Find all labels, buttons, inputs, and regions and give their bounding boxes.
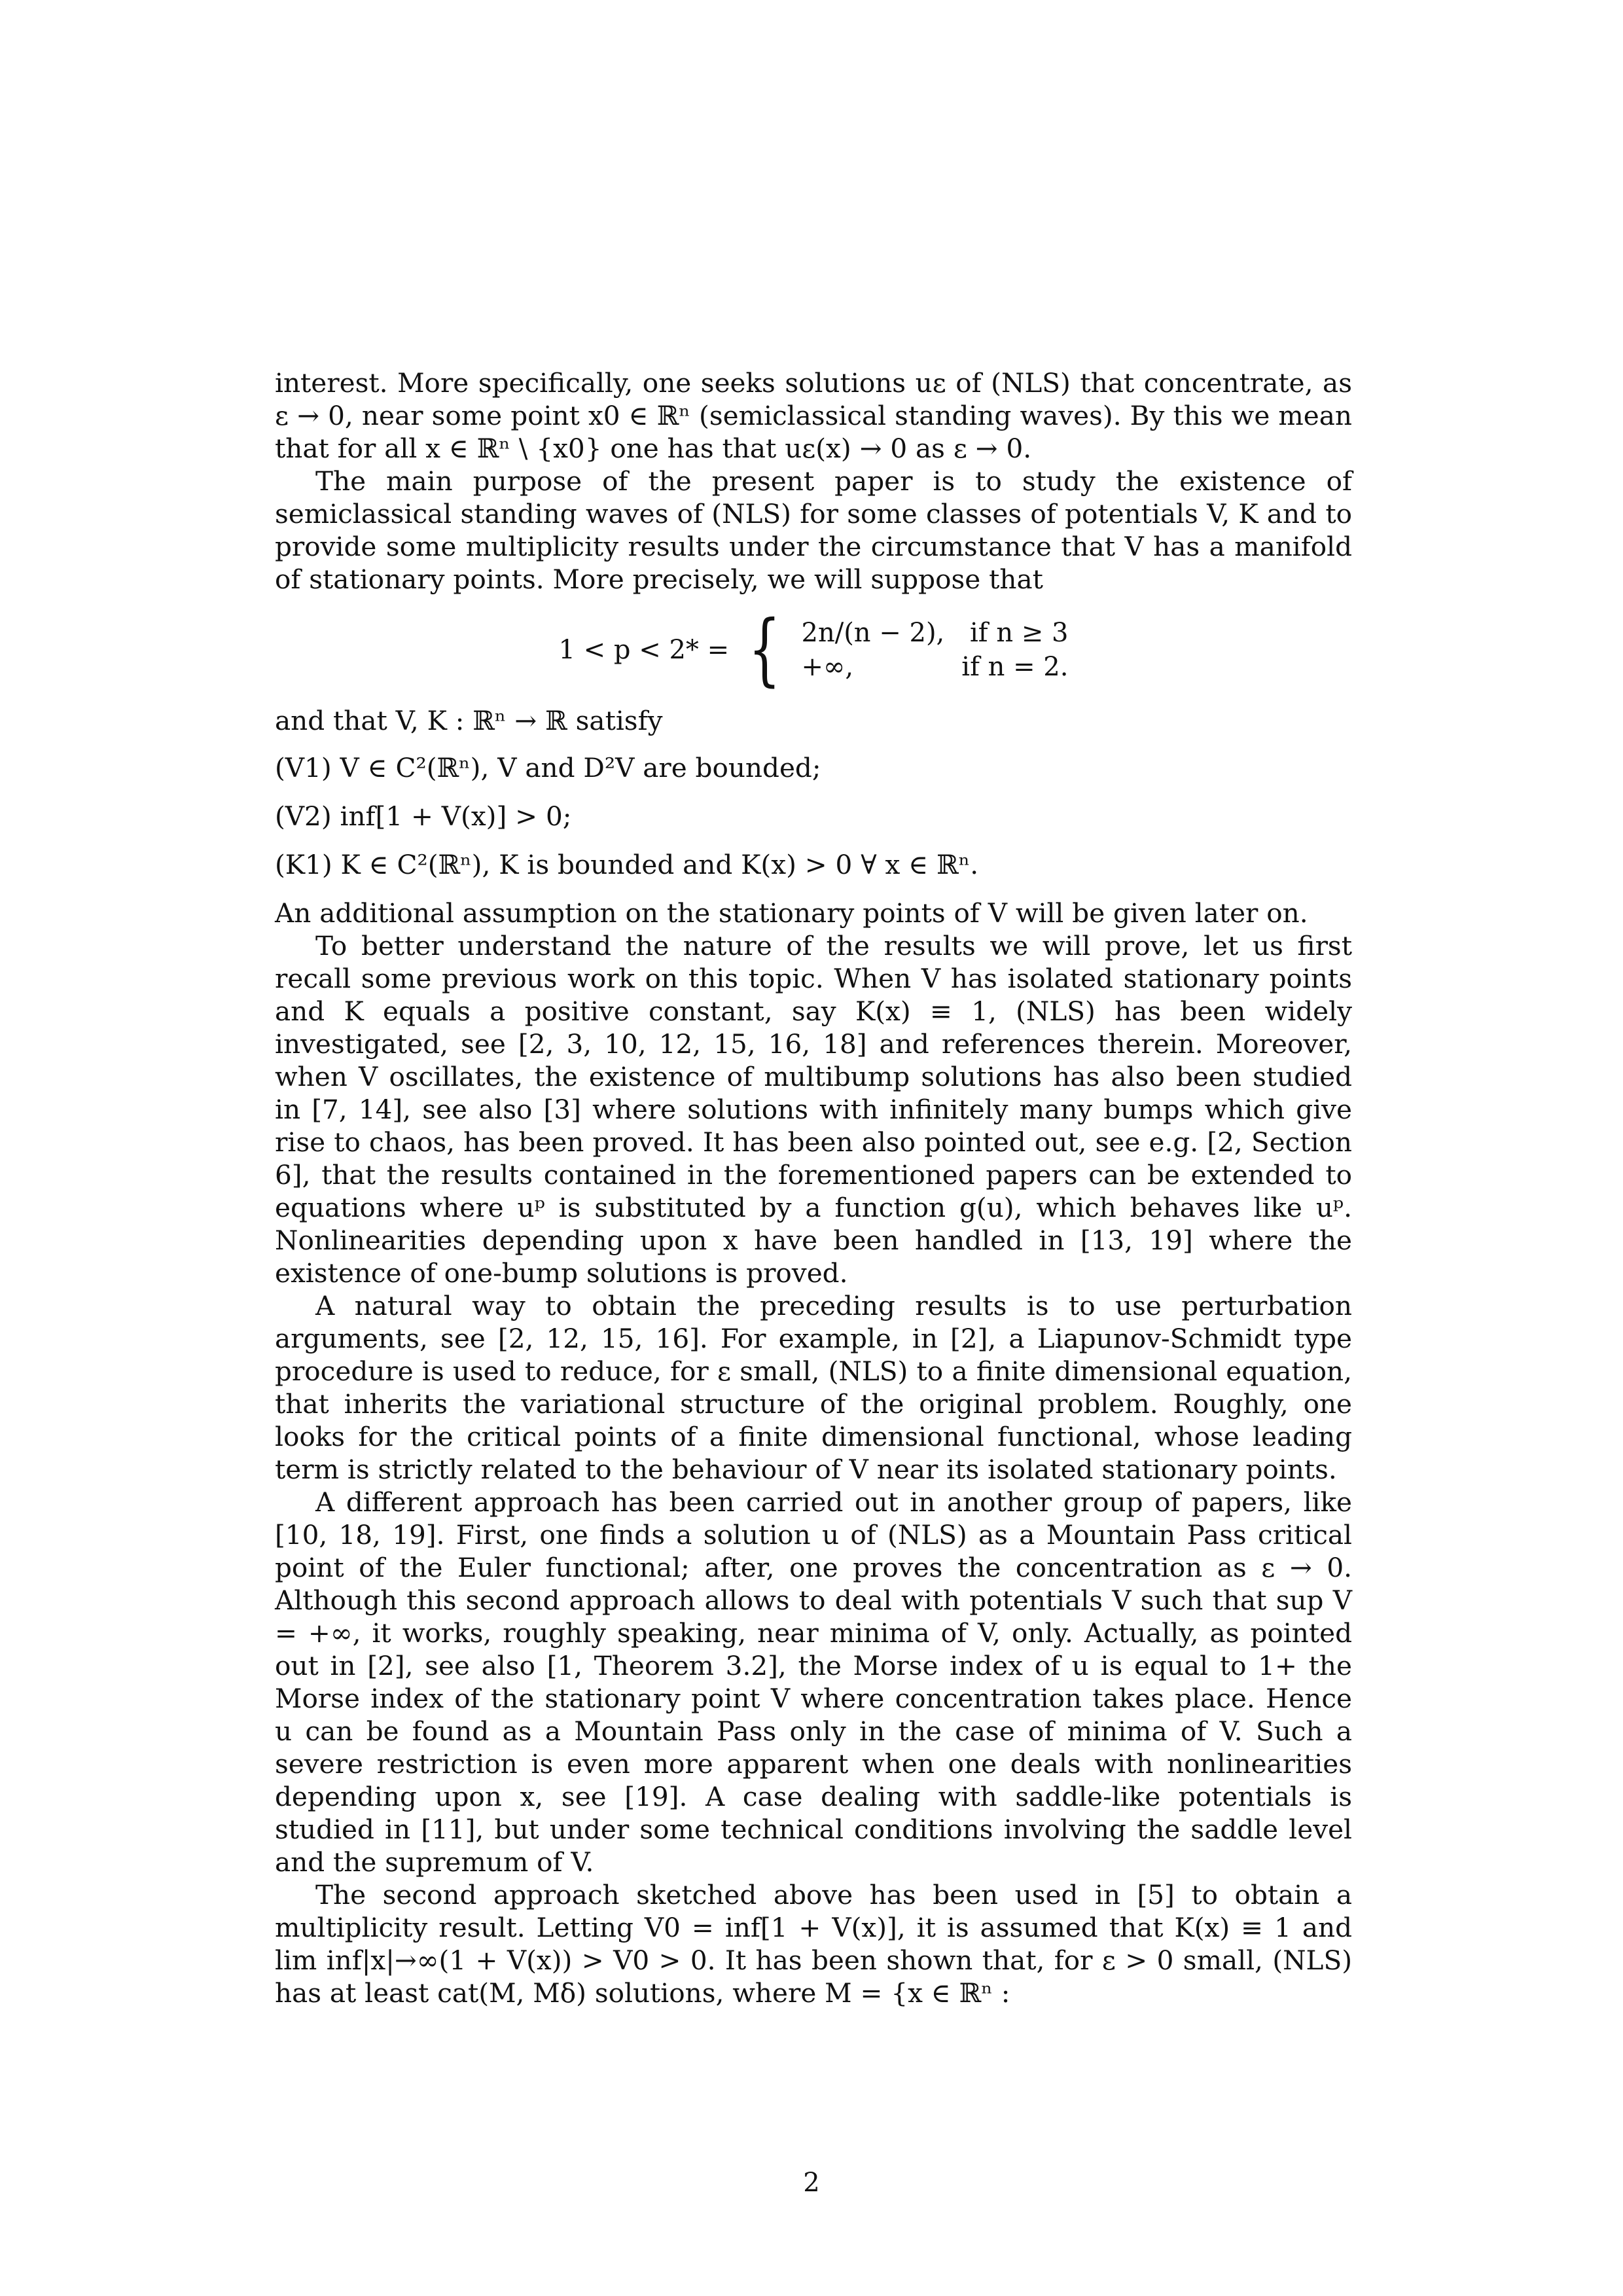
condition-v1: (V1) V ∈ C²(ℝⁿ), V and D²V are bounded; — [275, 752, 821, 783]
equation-cases — [802, 617, 1069, 683]
paragraph: interest. More specifically, one seeks solutions uε of (NLS) that concentrate, as ε → 0, near some point x0 ∈ ℝⁿ (semiclassical standing waves). By this we mean that for all x ∈ ℝⁿ \ {x0} one has that uε(x) → 0 as ε → 0. — [275, 367, 1352, 464]
case-condition: if n ≥ 3 — [970, 618, 1069, 648]
case-value: 2n/(n − 2), — [801, 618, 945, 648]
display-equation — [275, 604, 1352, 695]
condition-v2: (V2) inf[1 + V(x)] > 0; — [275, 800, 572, 832]
condition-k1: (K1) K ∈ C²(ℝⁿ), K is bounded and K(x) > 0 ∀ x ∈ ℝⁿ. — [275, 849, 979, 880]
left-brace: { — [748, 604, 781, 695]
paragraph: A different approach has been carried out in another group of papers, like [10, 18, 19]. First, one finds a solution u of (NLS) as a Mountain Pass critical point of the Euler functional; after, one proves the concentration as ε → 0. Although this second approach allows to deal with potentials V such that sup V = +∞, it works, roughly speaking, near minima of V, only. Actually, as pointed out in [2], see also [1, Theorem 3.2], the Morse index of u is equal to 1+ the Morse index of the stationary point V where concentration takes place. Hence u can be found as a Mountain Pass only in the case of minima of V. Such a severe restriction is even more apparent when one deals with nonlinearities depending upon x, see [19]. A case dealing with saddle-like potentials is studied in [11], but under some technical conditions involving the saddle level and the supremum of V. — [275, 1486, 1352, 1878]
paragraph: The main purpose of the present paper is to study the existence of semiclassical standing waves of (NLS) for some classes of potentials V, K and to provide some multiplicity results under the circumstance that V has a manifold of stationary points. More precisely, we will suppose that — [275, 465, 1352, 595]
equation-lhs: 1 < p < 2* = — [558, 635, 730, 665]
paragraph: and that V, K : ℝⁿ → ℝ satisfy — [275, 705, 663, 736]
paragraph: To better understand the nature of the results we will prove, let us first recall some previous work on this topic. When V has isolated stationary points and K equals a positive constant, say K(x) ≡ 1, (NLS) has been widely investigated, see [2, 3, 10, 12, 15, 16, 18] and references therein. Moreover, when V oscillates, the existence of multibump solutions has also been studied in [7, 14], see also [3] where solutions with infinitely many bumps which give rise to chaos, has been proved. It has been also pointed out, see e.g. [2, Section 6], that the results contained in the forementioned papers can be extended to equations where uᵖ is substituted by a function g(u), which behaves like uᵖ. Nonlinearities depending upon x have been handled in [13, 19] where the existence of one-bump solutions is proved. — [275, 930, 1352, 1289]
case-condition: if n = 2. — [961, 652, 1069, 682]
paragraph: An additional assumption on the stationary points of V will be given later on. — [275, 897, 1308, 929]
page-number: 2 — [803, 2168, 820, 2198]
paragraph: The second approach sketched above has been used in [5] to obtain a multiplicity result. Letting V0 = inf[1 + V(x)], it is assumed that K(x) ≡ 1 and lim inf|x|→∞(1 + V(x)) > V0 > 0. It has been shown that, for ε > 0 small, (NLS) has at least cat(M, Mδ) solutions, where M = {x ∈ ℝⁿ : — [275, 1879, 1352, 2009]
case-value: +∞, — [801, 652, 854, 682]
paragraph: A natural way to obtain the preceding results is to use perturbation arguments, see [2, 12, 15, 16]. For example, in [2], a Liapunov-Schmidt type procedure is used to reduce, for ε small, (NLS) to a finite dimensional equation, that inherits the variational structure of the original problem. Roughly, one looks for the critical points of a finite dimensional functional, whose leading term is strictly related to the behaviour of V near its isolated stationary points. — [275, 1290, 1352, 1485]
body-text — [275, 367, 1352, 2009]
